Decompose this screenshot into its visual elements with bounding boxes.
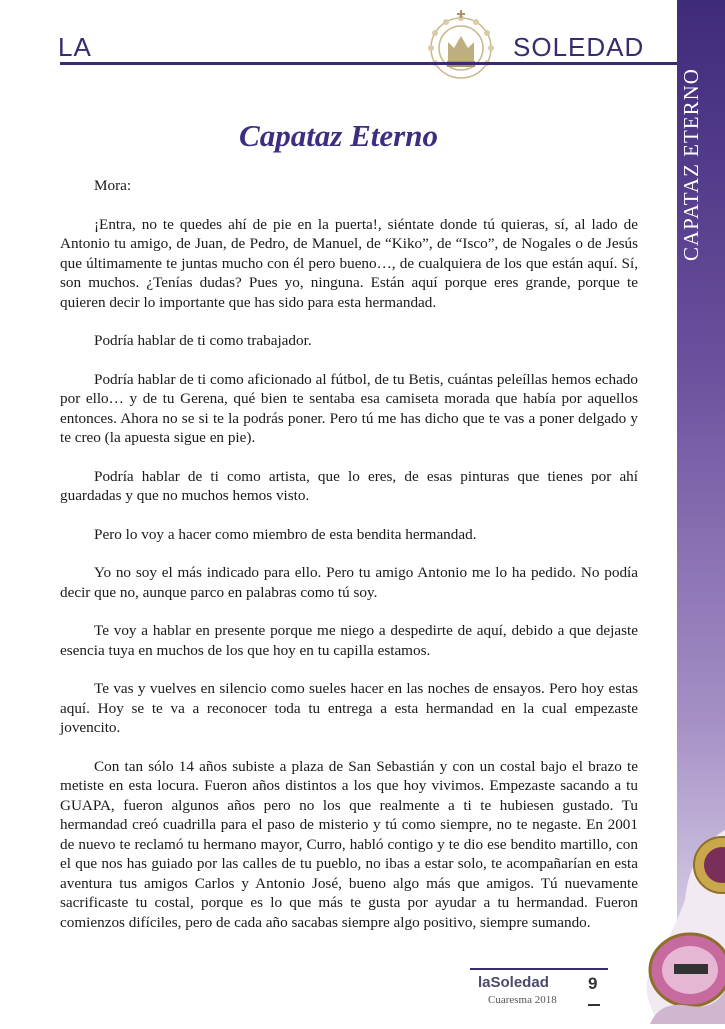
paragraph: Podría hablar de ti como aficionado al fútbol, de tu Betis, cuántas peleíllas hemos echado por ello… y de tu Gerena, qué bien te sentaba esa camiseta morada que había por aquellos entonces. Ahora no se si te la podrás poner. Pero tú me has dicho que te vas a poner delgado y te creo (la apuesta sigue en pie).	[60, 370, 638, 446]
header-divider	[60, 62, 682, 65]
crown-emblem-icon	[418, 6, 504, 82]
footer-brand: laSoledad	[478, 974, 549, 991]
paragraph: Te vas y vuelves en silencio como sueles hacer en las noches de ensayos. Pero hoy estas aquí. Hoy se te va a reconocer toda tu entrega a esta hermandad en la cual empezaste jovencito.	[60, 680, 638, 736]
paragraph: Podría hablar de ti como artista, que lo eres, de esas pinturas que tienes por ahí guardadas y que no muchos hemos visto.	[60, 467, 638, 504]
paragraph: Podría hablar de ti como trabajador.	[94, 332, 312, 349]
side-section-title: CAPATAZ ETERNO	[679, 68, 703, 262]
footer-divider	[470, 968, 608, 970]
paragraph: Te voy a hablar en presente porque me niego a despedirte de aquí, debido a que dejaste esencia tuya en muchos de los que hoy en tu capilla estamos.	[60, 622, 638, 659]
paragraph: Con tan sólo 14 años subiste a plaza de San Sebastián y con un costal bajo el brazo te metiste en esta locura. Fueron años distintos a los que hoy vivimos. Empezaste sacando a tu GUAPA, fueron algunos años pero no los que realmente a ti te hubiesen gustado. Tu hermandad creó cuadrilla para el paso de misterio y tú como siempre, no te negaste. En 2001 de nuevo te reclamó tu hermano mayor, Curro, habló contigo y te dio ese bendito martillo, con el que nos has guiado por las calles de tu pueblo, no ibas a estar solo, te acompañarían en esta aventura tus amigos Carlos y Antonio José, bueno algo más que amigos. Tú nuevamente sacrificaste tu costal, porque es lo que más te gusta por ayudar a tu hermandad. Fueron comienzos difíciles, pero de cada año sacabas siempre algo positivo, siempre sumando.	[60, 757, 638, 931]
paragraph: Pero lo voy a hacer como miembro de esta bendita hermandad.	[94, 525, 477, 543]
page-number-underline	[588, 1004, 600, 1006]
paragraph-salutation: Mora:	[94, 177, 132, 194]
brotherhood-shield-icon	[630, 820, 725, 1024]
footer-issue: Cuaresma 2018	[488, 994, 557, 1006]
header-soledad: SOLEDAD	[513, 32, 645, 62]
page-number: 9	[588, 974, 598, 993]
article-body	[60, 176, 638, 951]
paragraph: ¡Entra, no te quedes ahí de pie en la puerta!, siéntate donde tú quieras, sí, al lado de Antonio tu amigo, de Juan, de Pedro, de Manuel, de “Kiko”, de “Isco”, de Nogales o de Jesús que últimamente te juntas mucho con él pero bueno…, de cualquiera de los que están aquí. Sí, son muchos. ¿Tenías dudas? Pues yo, ninguna. Están aquí porque eres grande, porque te quieren decir lo importante que has sido para esta hermandad.	[60, 215, 638, 311]
article-title: Capataz Eterno	[239, 118, 438, 153]
header-la: LA	[58, 32, 92, 62]
paragraph: Yo no soy el más indicado para ello. Pero tu amigo Antonio me lo ha pedido. No podía decir que no, aunque parco en palabras como tú soy.	[60, 564, 638, 601]
